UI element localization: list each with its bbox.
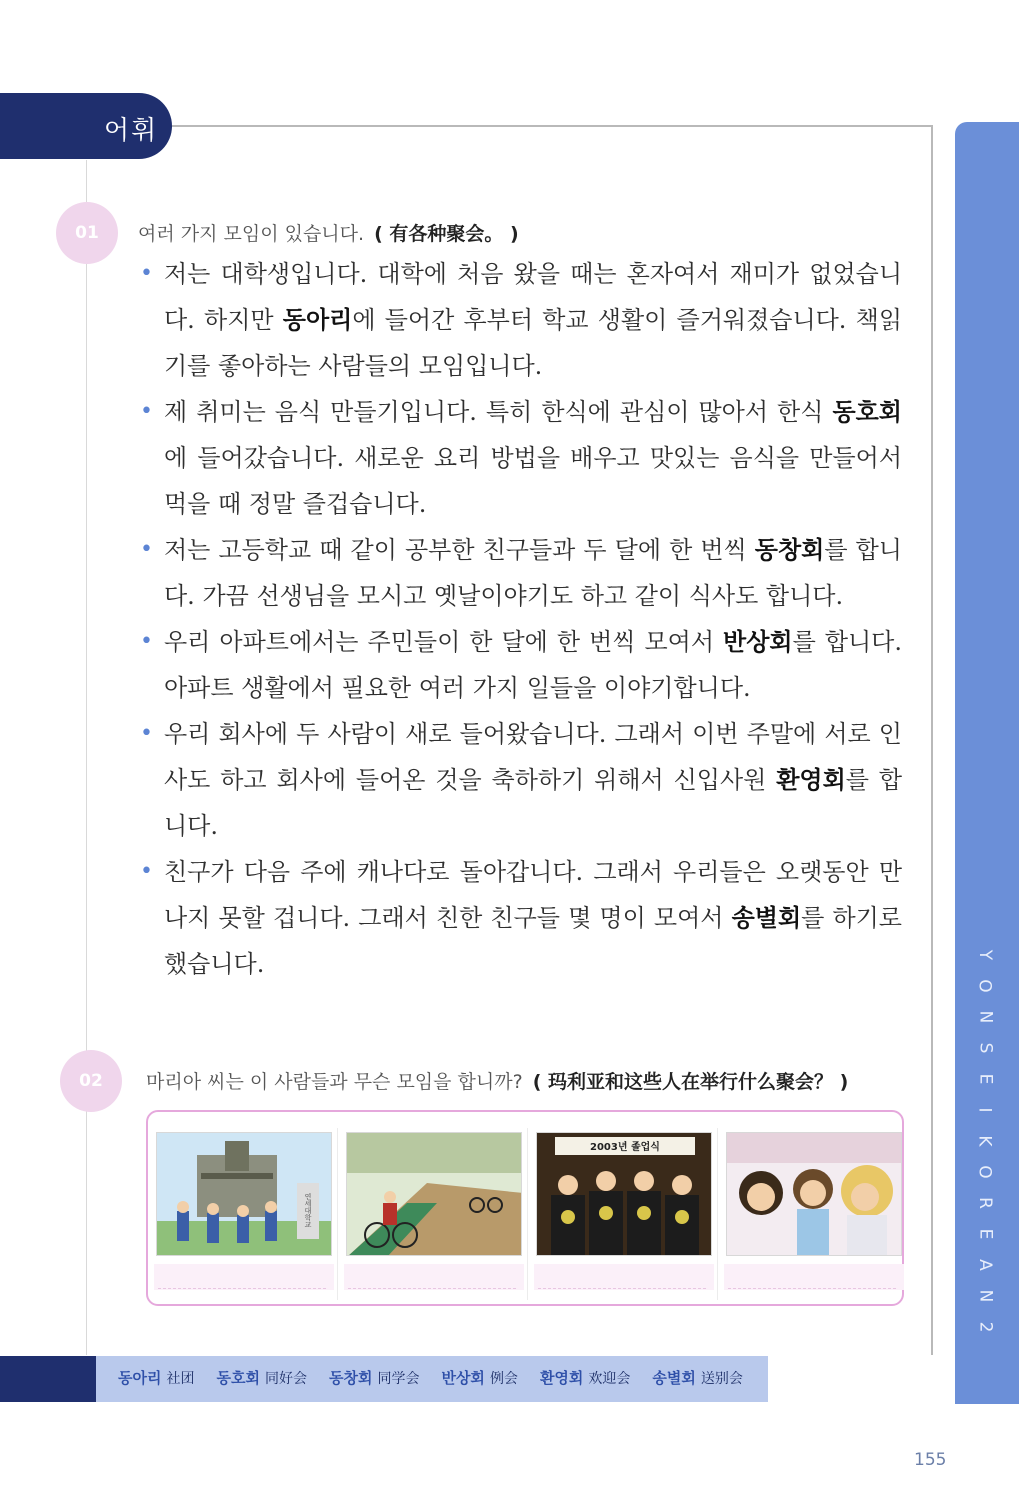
example-text: 저는 대학생입니다. 대학에 처음 왔을 때는 혼자여서 재미가 없었습니다. 하지만 xyxy=(164,260,902,334)
answer-area[interactable] xyxy=(154,1264,334,1290)
bullet-icon: • xyxy=(140,629,153,654)
example-text: 를 합니다. 아파트 생활에서 필요한 여러 가지 일들을 이야기합니다. xyxy=(164,628,902,702)
bullet-icon: • xyxy=(140,399,153,424)
vocab-entry xyxy=(652,1367,742,1388)
question-1-korean: 여러 가지 모임이 있습니다. xyxy=(138,223,365,245)
vocab-term: 반상회 xyxy=(723,628,793,656)
vocab-term: 동아리 xyxy=(282,306,353,334)
side-letter: Y xyxy=(974,949,995,961)
example-list xyxy=(140,251,902,987)
vocab-term: 동창회 xyxy=(754,536,825,564)
example-text: 저는 고등학교 때 같이 공부한 친구들과 두 달에 한 번씩 xyxy=(164,536,755,564)
frame-right-rule xyxy=(931,125,933,1355)
example-item xyxy=(140,527,902,619)
picture-exercise-box xyxy=(146,1110,904,1306)
vocab-term: 송별회 xyxy=(731,904,802,932)
bullet-icon: • xyxy=(140,261,153,286)
example-item xyxy=(140,619,902,711)
side-letter: 2 xyxy=(974,1321,995,1333)
vocab-chinese: 同好会 xyxy=(264,1371,307,1387)
bullet-icon: • xyxy=(140,859,153,884)
graduation-banner: 2003년 졸업식 xyxy=(590,1142,660,1153)
vocab-chinese: 同学会 xyxy=(377,1371,420,1387)
answer-line xyxy=(538,1288,706,1289)
side-letter: E xyxy=(975,1228,995,1240)
vocabulary-terms xyxy=(118,1367,743,1388)
vocab-term: 동호회 xyxy=(832,398,902,426)
picture-cell xyxy=(718,1128,904,1300)
question-number-badge: 02 xyxy=(60,1050,122,1112)
cycling-illustration xyxy=(346,1132,522,1256)
vocabulary-bar-accent xyxy=(0,1356,96,1402)
side-label xyxy=(970,945,1000,1337)
campus-sign: 연세대학교 xyxy=(304,1193,312,1228)
question-number-badge: 01 xyxy=(56,202,118,264)
bullet-icon: • xyxy=(140,537,153,562)
page-number: 155 xyxy=(914,1450,947,1470)
frame-top-rule xyxy=(172,125,932,127)
example-text: 를 하기로 했습니다. xyxy=(164,904,902,978)
vocab-entry xyxy=(329,1367,419,1388)
side-letter: R xyxy=(975,1197,995,1209)
side-letter: S xyxy=(974,1042,995,1054)
example-text: 를 합니다. 가끔 선생님을 모시고 옛날이야기도 하고 같이 식사도 합니다. xyxy=(164,536,902,610)
party-illustration xyxy=(726,1132,902,1256)
question-2-korean: 마리아 씨는 이 사람들과 무슨 모임을 합니까? xyxy=(146,1071,523,1093)
answer-area[interactable] xyxy=(724,1264,904,1290)
vocab-korean: 송별회 xyxy=(652,1369,696,1387)
question-1-prompt xyxy=(138,219,519,246)
picture-cell xyxy=(338,1128,528,1300)
vocab-korean: 환영회 xyxy=(539,1369,584,1387)
example-text: 친구가 다음 주에 캐나다로 돌아갑니다. 그래서 우리들은 오랫동안 만나지 못할 겁니다. 그래서 친한 친구들 몇 명이 모여서 xyxy=(164,858,902,932)
example-text: 제 취미는 음식 만들기입니다. 특히 한식에 관심이 많아서 한식 xyxy=(164,398,833,426)
section-title: 어휘 xyxy=(104,116,159,146)
graduation-illustration xyxy=(536,1132,712,1256)
answer-area[interactable] xyxy=(344,1264,524,1290)
example-text: 를 합니다. xyxy=(164,766,903,840)
example-text: 우리 회사에 두 사람이 새로 들어왔습니다. 그래서 이번 주말에 서로 인사도 하고 회사에 들어온 것을 축하하기 위해서 신입사원 xyxy=(164,720,902,794)
vocab-chinese: 欢迎会 xyxy=(588,1371,631,1387)
side-letter: O xyxy=(974,1165,995,1179)
vocab-entry xyxy=(216,1367,306,1388)
side-letter: A xyxy=(974,1259,995,1271)
example-item xyxy=(140,711,902,849)
campus-illustration xyxy=(156,1132,332,1256)
example-text: 우리 아파트에서는 주민들이 한 달에 한 번씩 모여서 xyxy=(164,628,724,656)
vocab-chinese: 社团 xyxy=(166,1371,195,1387)
question-2-prompt xyxy=(146,1067,848,1094)
section-tab xyxy=(0,93,172,159)
vocab-korean: 동호회 xyxy=(216,1369,260,1387)
side-letter: K xyxy=(975,1135,995,1147)
side-letter: N xyxy=(975,1289,995,1303)
question-1-chinese: ( 有各种聚会。 ) xyxy=(374,223,519,245)
vocab-entry xyxy=(540,1367,630,1388)
bullet-icon: • xyxy=(140,721,153,746)
example-text: 에 들어간 후부터 학교 생활이 즐거워졌습니다. 책읽기를 좋아하는 사람들의 모임입니다. xyxy=(164,306,903,380)
vocab-chinese: 例会 xyxy=(489,1371,518,1387)
example-item xyxy=(140,251,902,389)
vocab-korean: 반상회 xyxy=(441,1369,485,1387)
answer-area[interactable] xyxy=(534,1264,714,1290)
vocab-korean: 동아리 xyxy=(118,1369,162,1387)
example-item xyxy=(140,389,902,527)
picture-cell xyxy=(528,1128,718,1300)
frame-left-rule xyxy=(86,160,87,1355)
vocabulary-bar xyxy=(0,1356,768,1402)
side-letter: N xyxy=(975,1010,995,1024)
vocab-chinese: 送别会 xyxy=(700,1371,743,1387)
picture-cell xyxy=(148,1128,338,1300)
answer-line xyxy=(728,1288,896,1289)
answer-line xyxy=(348,1288,516,1289)
side-letter: E xyxy=(975,1073,995,1085)
vocab-korean: 동창회 xyxy=(328,1369,373,1387)
example-text: 에 들어갔습니다. 새로운 요리 방법을 배우고 맛있는 음식을 만들어서 먹을 때 정말 즐겁습니다. xyxy=(164,444,902,518)
vocab-term: 환영회 xyxy=(776,766,846,794)
side-letter: I xyxy=(974,1107,995,1113)
vocab-entry xyxy=(441,1367,517,1388)
question-2-chinese: ( 玛利亚和这些人在举行什么聚会？ ) xyxy=(532,1071,849,1093)
answer-line xyxy=(158,1288,326,1289)
side-letter: O xyxy=(974,979,995,993)
vocab-entry xyxy=(118,1367,194,1388)
example-item xyxy=(140,849,902,987)
